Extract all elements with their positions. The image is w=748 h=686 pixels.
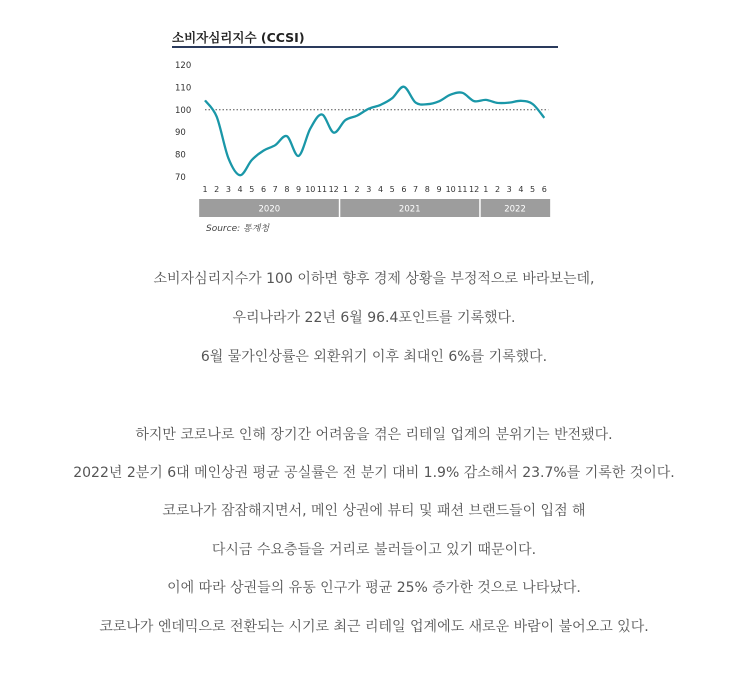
x-tick-label: 2 xyxy=(214,185,220,194)
x-tick-label: 4 xyxy=(518,185,524,194)
x-tick-label: 3 xyxy=(506,185,512,194)
paragraph-line: 코로나가 엔데믹으로 전환되는 시기로 최근 리테일 업계에도 새로운 바람이 불어오고 있다. xyxy=(99,619,649,635)
y-tick-label: 100 xyxy=(175,105,192,116)
x-tick-label: 6 xyxy=(260,185,267,194)
year-label: 2021 xyxy=(398,204,421,215)
y-axis xyxy=(175,61,191,183)
x-tick-label: 1 xyxy=(483,185,489,194)
year-label: 2020 xyxy=(258,204,281,215)
x-tick-label: 7 xyxy=(272,185,278,194)
x-tick-label: 1 xyxy=(202,185,208,194)
x-tick-label: 3 xyxy=(366,185,372,194)
x-tick-label: 4 xyxy=(237,185,243,194)
x-tick-label: 12 xyxy=(469,185,480,194)
paragraph-line: 6월 물가인상률은 외환위기 이후 최대인 6%를 기록했다. xyxy=(200,349,548,365)
x-tick-label: 11 xyxy=(457,185,468,194)
chart-title: 소비자심리지수 (CCSI) xyxy=(172,30,305,45)
x-tick-label: 3 xyxy=(225,185,231,194)
x-tick-label: 2 xyxy=(354,185,360,194)
x-tick-label: 6 xyxy=(541,185,547,194)
x-tick-label: 10 xyxy=(445,185,456,194)
y-tick-label: 110 xyxy=(175,83,192,94)
paragraph-line: 하지만 코로나로 인해 장기간 어려움을 겪은 리테일 업계의 분위기는 반전됐다. xyxy=(135,427,613,443)
x-axis xyxy=(202,185,546,194)
x-tick-label: 12 xyxy=(328,185,339,194)
x-tick-label: 9 xyxy=(296,185,302,194)
paragraph-line: 다시금 수요층들을 거리로 불러들이고 있기 때문이다. xyxy=(211,542,537,558)
y-tick-label: 120 xyxy=(175,61,192,71)
year-bar xyxy=(199,199,550,217)
x-tick-label: 8 xyxy=(284,185,290,194)
x-tick-label: 5 xyxy=(389,185,395,194)
x-tick-label: 2 xyxy=(494,185,501,194)
y-tick-label: 80 xyxy=(175,150,186,161)
paragraph-line: 우리나라가 22년 6월 96.4포인트를 기록했다. xyxy=(232,310,516,326)
year-label: 2022 xyxy=(504,204,526,215)
x-tick-label: 5 xyxy=(249,185,255,194)
x-tick-label: 5 xyxy=(530,185,536,194)
x-tick-label: 6 xyxy=(401,185,407,194)
y-tick-label: 90 xyxy=(175,128,186,139)
x-tick-label: 1 xyxy=(342,185,348,194)
ccsi-chart xyxy=(0,0,748,240)
paragraph-line: 코로나가 잠잠해지면서, 메인 상권에 뷰티 및 패션 브랜드들이 입점 해 xyxy=(162,503,586,519)
x-tick-label: 4 xyxy=(377,185,384,194)
x-tick-label: 8 xyxy=(424,185,430,194)
paragraph-line: 소비자심리지수가 100 이하면 향후 경제 상황을 부정적으로 바라보는데, xyxy=(153,271,595,287)
ccsi-series-line xyxy=(205,87,544,176)
paragraph-line: 2022년 2분기 6대 메인상권 평균 공실률은 전 분기 대비 1.9% 감소해서 23.7%를 기록한 것이다. xyxy=(73,465,675,481)
x-tick-label: 10 xyxy=(305,185,316,194)
x-tick-label: 9 xyxy=(436,185,442,194)
chart-source: Source: 통계청 xyxy=(206,224,270,234)
x-tick-label: 7 xyxy=(413,185,419,194)
y-tick-label: 70 xyxy=(175,173,186,183)
x-tick-label: 11 xyxy=(316,185,328,194)
paragraph-line: 이에 따라 상권들의 유동 인구가 평균 25% 증가한 것으로 나타났다. xyxy=(167,580,581,596)
